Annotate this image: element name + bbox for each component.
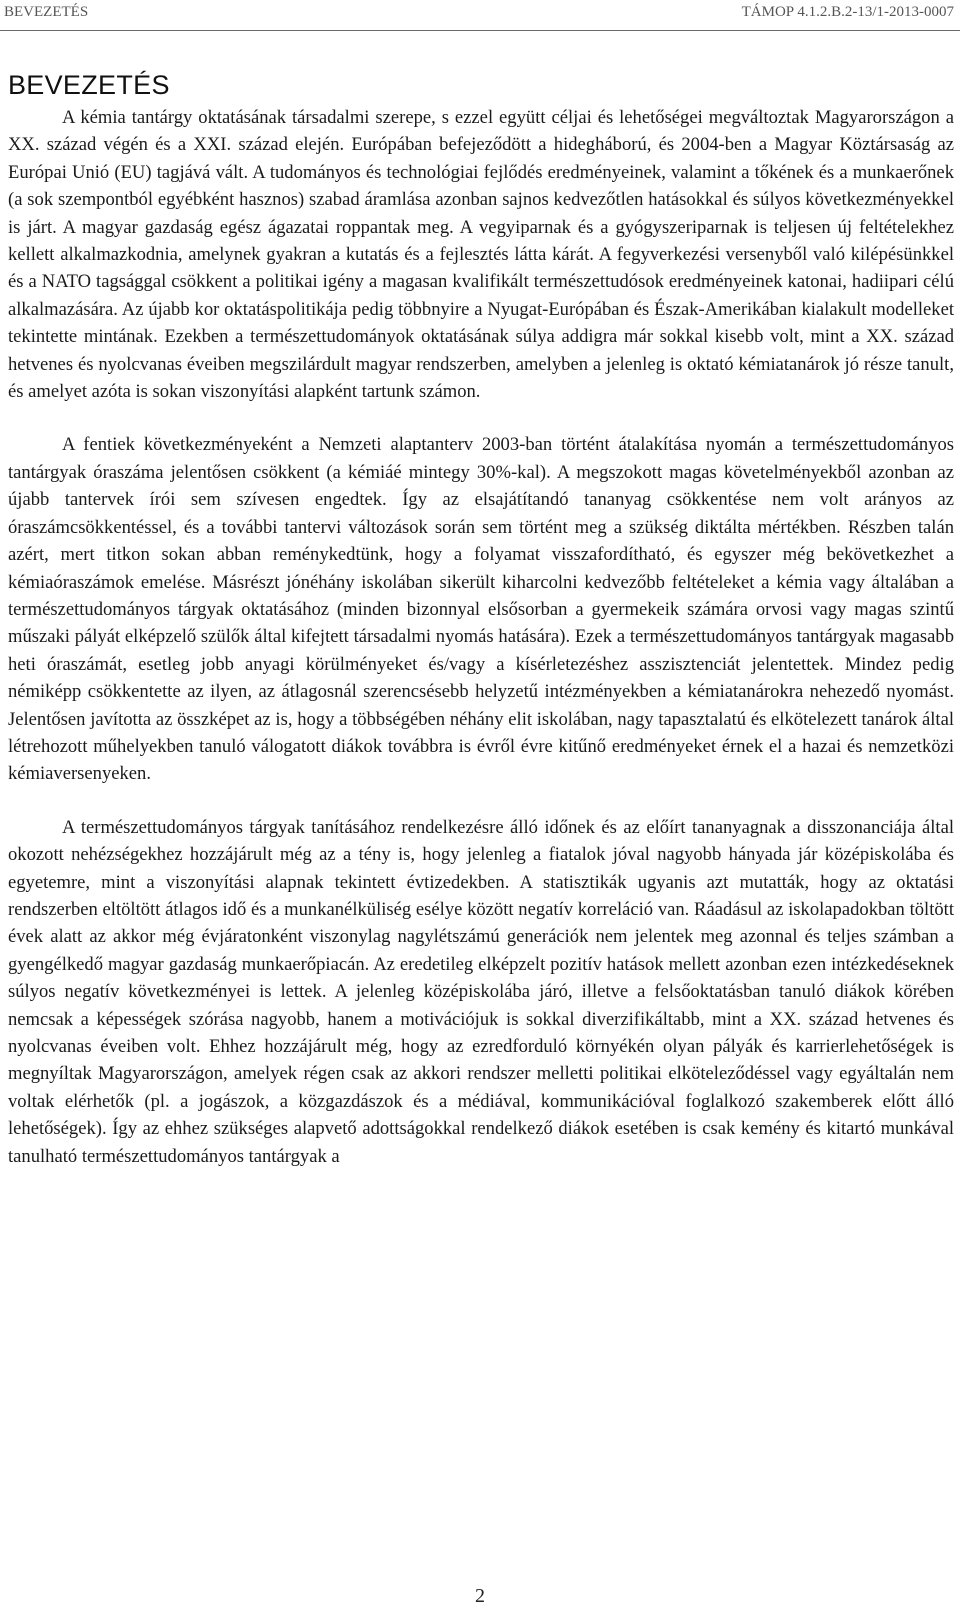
- header-section-title: BEVEZETÉS: [4, 4, 89, 20]
- chapter-title: BEVEZETÉS: [8, 70, 170, 100]
- paragraph-2: A fentiek következményeként a Nemzeti alaptanterv 2003-ban történt átalakítása nyomán a természettudományos tantárgyak óraszáma jelentősen csökkent (a kémiáé mintegy 30%-kal). A megszokott magas követelményekből azonban az újabb tantervek írói sem szívesen engedtek. Így az elsajátítandó tananyag csökkentése nem volt arányos az óraszámcsökkentéssel, és a további tantervi változások során sem történt meg a szükség diktálta mértékben. Részben talán azért, mert titkon sokan abban reménykedtünk, hogy a folyamat visszafordítható, és egyszer még bekövetkezhet a kémiaóraszámok emelése. Másrészt jónéhány iskolában sikerült kiharcolni kedvezőbb feltételeket a kémia vagy általában a természettudományos tárgyak oktatásához (minden bizonnyal elsősorban a gyermekeik számára orvosi vagy magas szintű műszaki pályát elképzelő szülők által kifejtett társadalmi nyomás hatására). Ezek a természettudományos tantárgyak magasabb heti óraszámát, esetleg jobb anyagi körülményeket és/vagy a kísérletezéshez asszisztenciát jelentettek. Mindez pedig némiképp csökkentette az ilyen, az átlagosnál szerencsésebb helyzetű intézményekben a kémiatanárokra nehezedő nyomást. Jelentősen javította az összképet az is, hogy a többségében néhány elit iskolában, nagy tapasztalatú és elkötelezett tanárok által létrehozott műhelyekben tanuló válogatott diákok továbbra is évről évre kitűnő eredményeket érnek el a hazai és nemzetközi kémiaversenyeken.: [8, 434, 954, 785]
- body-text: [8, 104, 954, 1196]
- paragraph-1: A kémia tantárgy oktatásának társadalmi szerepe, s ezzel együtt céljai és lehetőségei megváltoztak Magyarországon a XX. század végén és a XXI. század elején. Európában befejeződött a hidegháború, és 2004-ben a Magyar Köztársaság az Európai Unió (EU) tagjává vált. A tudományos és technológiai fejlődés eredményeinek, valamint a tőkének és a munkaerőnek (a sok szempontból egyébként hasznos) szabad áramlása azonban sajnos kedvezőtlen hatásokkal és súlyos következményekkel is járt. A magyar gazdaság egész ágazatai roppantak meg. A vegyiparnak és a gyógyszeriparnak is teljesen új feltételekhez kellett alkalmazkodnia, amelynek gyakran a kutatás és a fejlesztés látta kárát. A fegyverkezési versenyből való kilépésünkkel és a NATO tagsággal csökkent a politikai igény a magasan kvalifikált természettudósok eredményeinek katonai, hadiipari célú alkalmazására. Az újabb kor oktatáspolitikája pedig többnyire a Nyugat-Európában és Észak-Amerikában kialakult modelleket tekintette mintának. Ezekben a természettudományok oktatásának súlya addigra már sokkal kisebb volt, mint a XX. század hetvenes és nyolcvanas éveiben megszilárdult magyar rendszerben, amelyben a jelenleg is oktató kémiatanárok jó része tanult, és amelyet azóta is sokan viszonyítási alapként tartunk számon.: [8, 107, 954, 403]
- page-number: 2: [475, 1585, 485, 1607]
- running-header: [0, 0, 960, 30]
- header-project-code: TÁMOP 4.1.2.B.2-13/1-2013-0007: [741, 4, 954, 20]
- header-divider: [0, 30, 960, 31]
- paragraph-3: A természettudományos tárgyak tanításához rendelkezésre álló időnek és az előírt tananyagnak a disszonanciája által okozott nehézségekhez hozzájárult még az a tény is, hogy jelenleg a fiatalok jóval nagyobb hányada jár középiskolába és egyetemre, mint a viszonyítási alapnak tekintett évtizedekben. A statisztikák ugyanis azt mutatták, hogy az oktatási rendszerben eltöltött átlagos idő és a munkanélküliség esélye között negatív korreláció van. Ráadásul az iskolapadokban töltött évek alatt az akkor még évjáratonként viszonylag nagylétszámú generációk nem jelentek meg azonnal és teljes számban a gyengélkedő magyar gazdaság munkaerőpiacán. Az eredetileg elképzelt pozitív hatások mellett azonban ezen intézkedéseknek súlyos negatív következményei is lettek. A jelenleg középiskolába járó, illetve a felsőoktatásban tanuló diákok körében nemcsak a képességek szórása nagyobb, hanem a motivációjuk is sokkal diverzifikáltabb, mint a XX. század hetvenes és nyolcvanas éveiben volt. Ehhez hozzájárult még, hogy az ezredforduló környékén olyan pályák és karrierlehetőségek is megnyíltak Magyarországon, amelyek régen csak az akkori rendszer melletti politikai elköteleződéssel vagy egyáltalán nem voltak elérhetők (pl. a jogászok, a közgazdászok és a médiával, kommunikációval foglalkozó szakemberek előtt álló lehetőségek). Így az ehhez szükséges alapvető adottságokkal rendelkező diákok esetében is csak kemény és kitartó munkával tanulható természettudományos tantárgyak a: [8, 816, 954, 1167]
